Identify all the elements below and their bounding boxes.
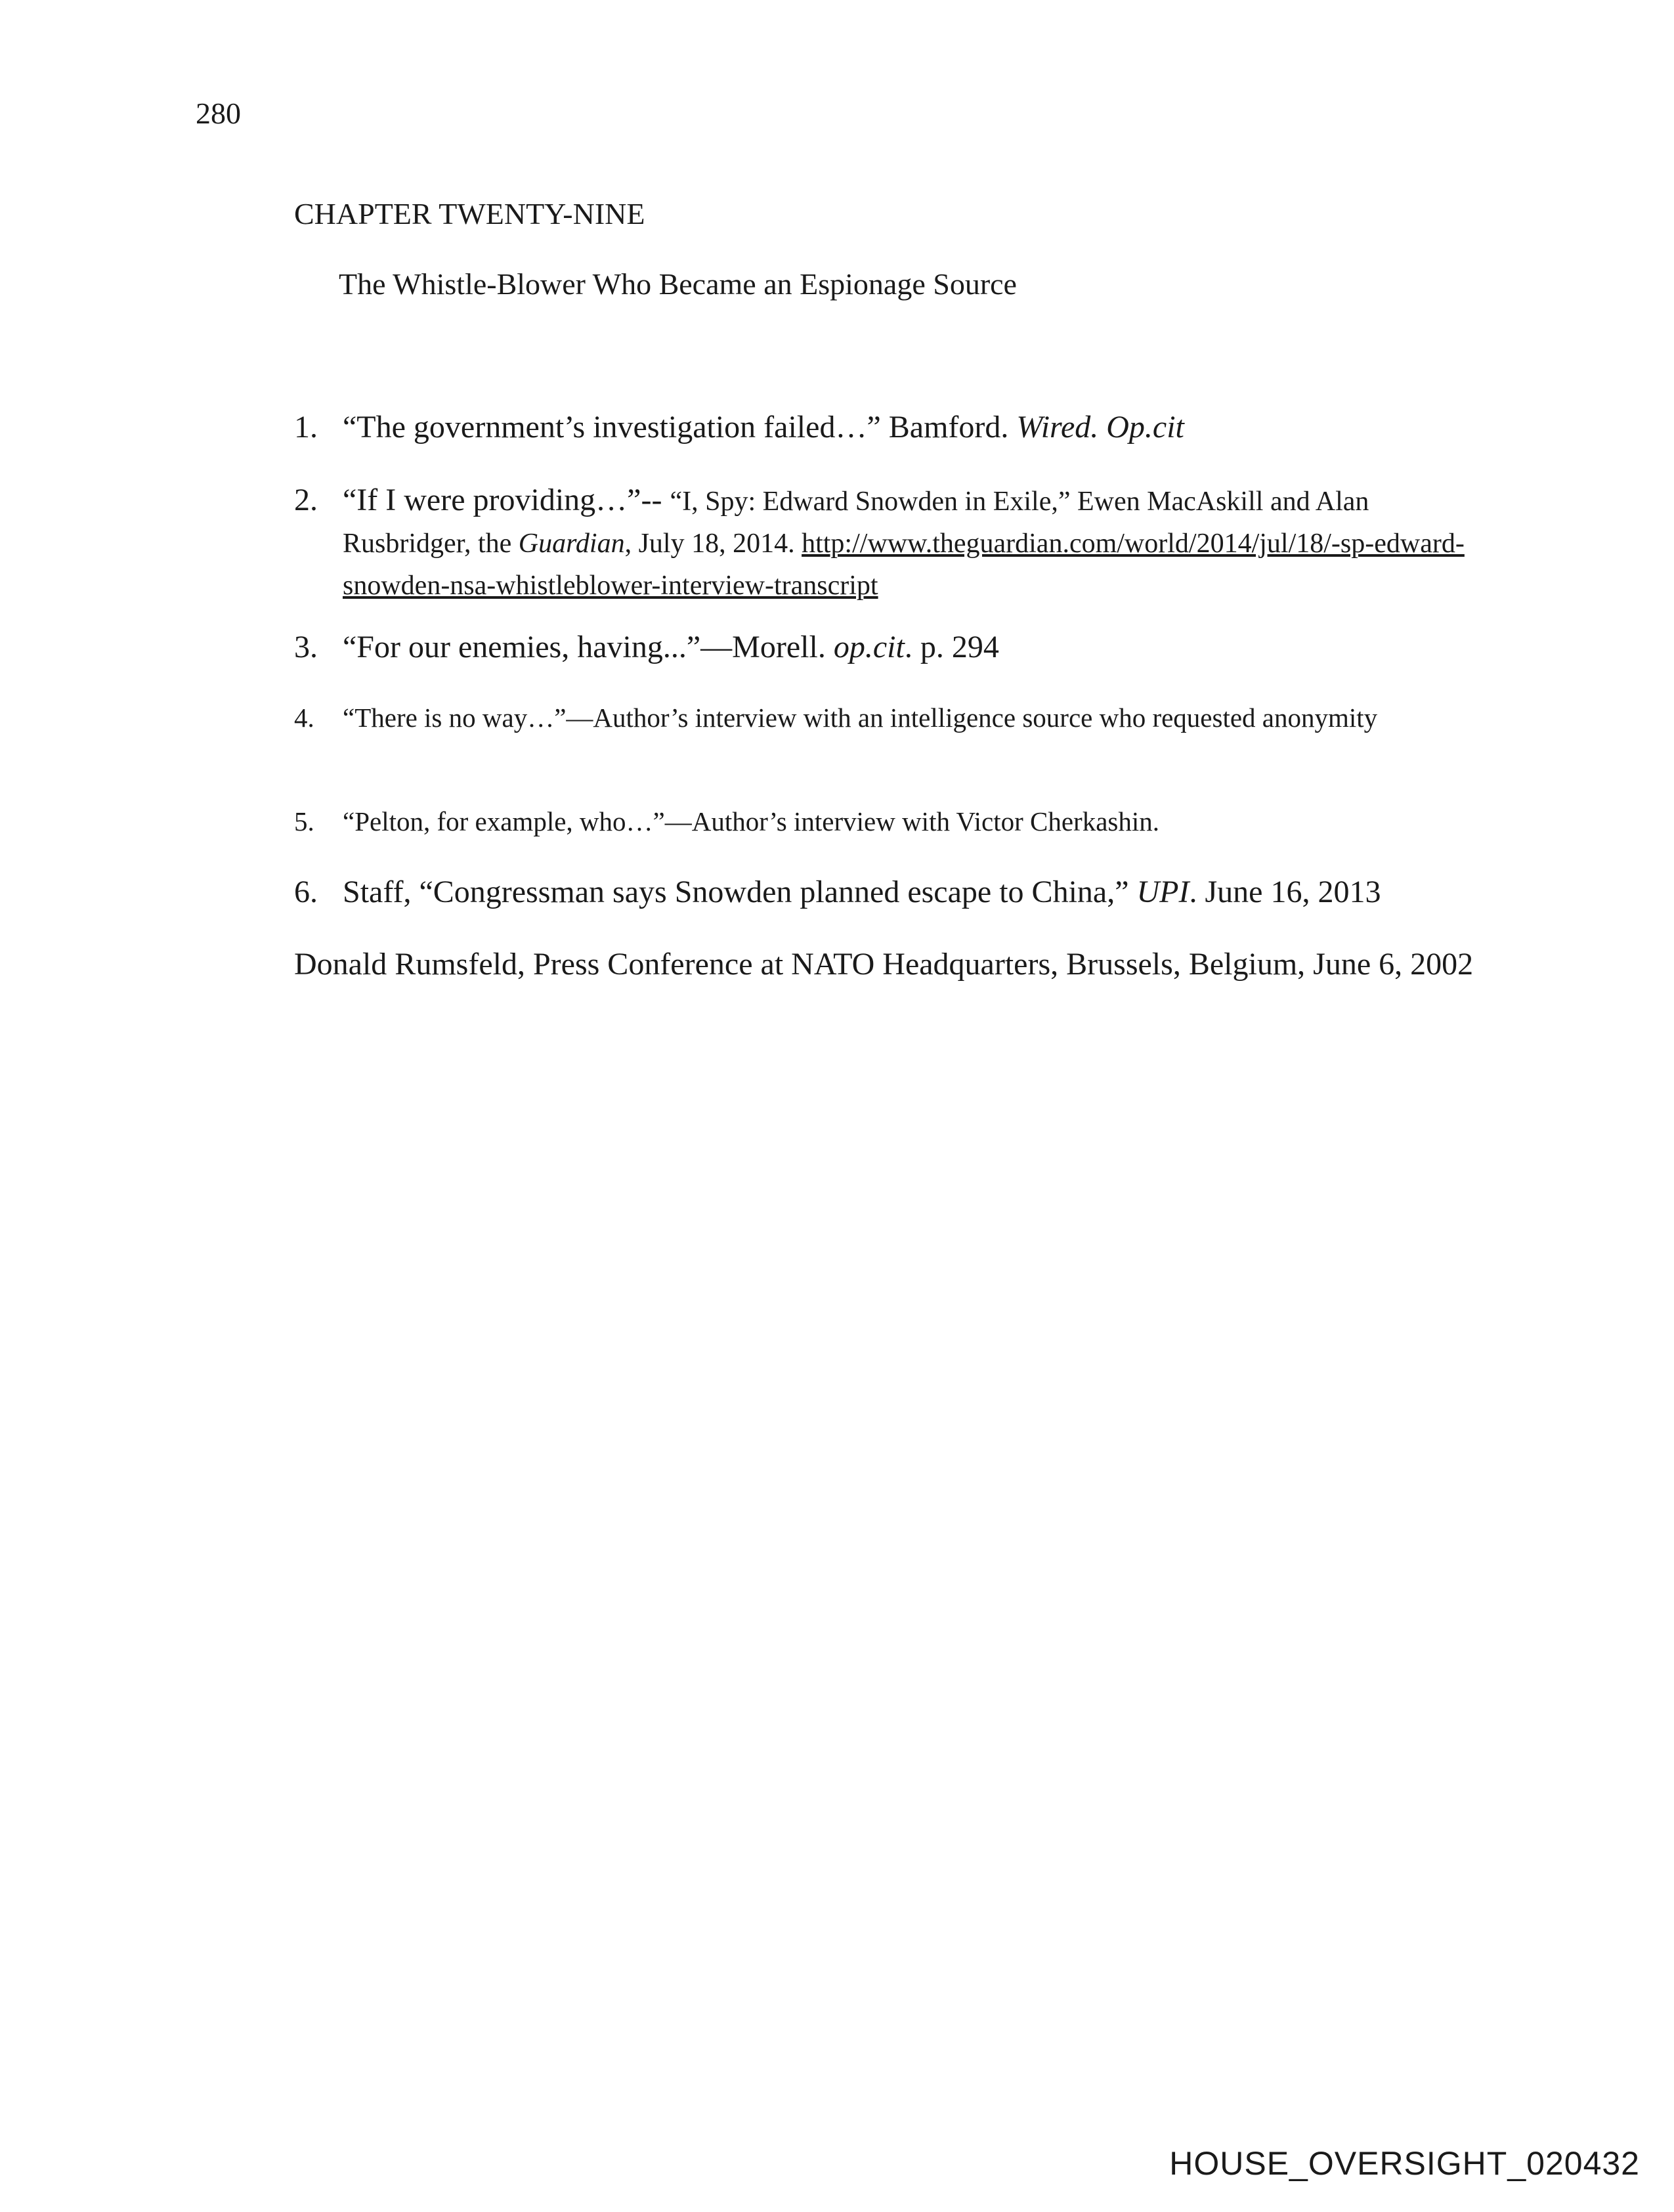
endnote-text [343,873,1476,911]
endnote-quote: “If I were providing…”-- [343,483,670,517]
chapter-subtitle: The Whistle-Blower Who Became an Espionage Source [339,267,1017,301]
endnote-number: 4. [294,703,314,733]
document-id-footer: HOUSE_OVERSIGHT_020432 [1169,2145,1640,2182]
endnote-number: 3. [294,630,318,664]
endnote-quote: “The government’s investigation failed…” [343,410,881,445]
endnote-italic: UPI [1136,875,1190,909]
endnote-5 [294,806,1476,838]
chapter-heading: CHAPTER TWENTY-NINE [294,197,645,230]
endnote-url-link[interactable]: http://www.theguardian.com/world/2014/jul/18/-sp-edward-snowden-nsa-whistleblower-interview-transcript [343,529,1465,601]
endnote-rest: . p. 294 [904,630,999,664]
endnote-number: 1. [294,410,318,445]
endnote-1 [294,408,1476,446]
endnote-2 [294,480,1476,606]
endnote-6 [294,873,1476,911]
endnote-italic: Wired. Op.cit [1016,410,1184,445]
endnote-number: 6. [294,875,318,909]
endnote-text [343,480,1476,606]
endnote-date: , July 18, 2014. [624,529,802,559]
endnote-4 [294,698,1476,737]
endnote-number: 5. [294,806,314,836]
endnote-text: “There is no way…”—Author’s interview with an intelligence source who requested anonymity [343,703,1378,733]
endnote-title: “I, Spy: Edward Snowden in Exile,” Ewen MacAskill and Alan Rusbridger, the [343,487,1369,559]
endnote-3 [294,628,1476,666]
endnote-main: Staff, “Congressman says Snowden planned escape to China,” [343,875,1137,909]
page-number: 280 [196,97,241,130]
unnumbered-note: Donald Rumsfeld, Press Conference at NATO Headquarters, Brussels, Belgium, June 6, 2002 [294,947,1474,982]
endnote-number: 2. [294,483,318,517]
endnote-rest: . June 16, 2013 [1189,875,1381,909]
endnote-italic: op.cit [833,630,905,664]
endnote-italic: Guardian [518,529,625,559]
endnote-text: “Pelton, for example, who…”—Author’s interview with Victor Cherkashin. [343,806,1159,836]
endnote-source: Bamford. [880,410,1017,445]
endnote-quote: “For our enemies, having...”—Morell. [343,630,834,664]
endnote-text [343,628,1476,666]
endnote-text [343,408,1476,446]
